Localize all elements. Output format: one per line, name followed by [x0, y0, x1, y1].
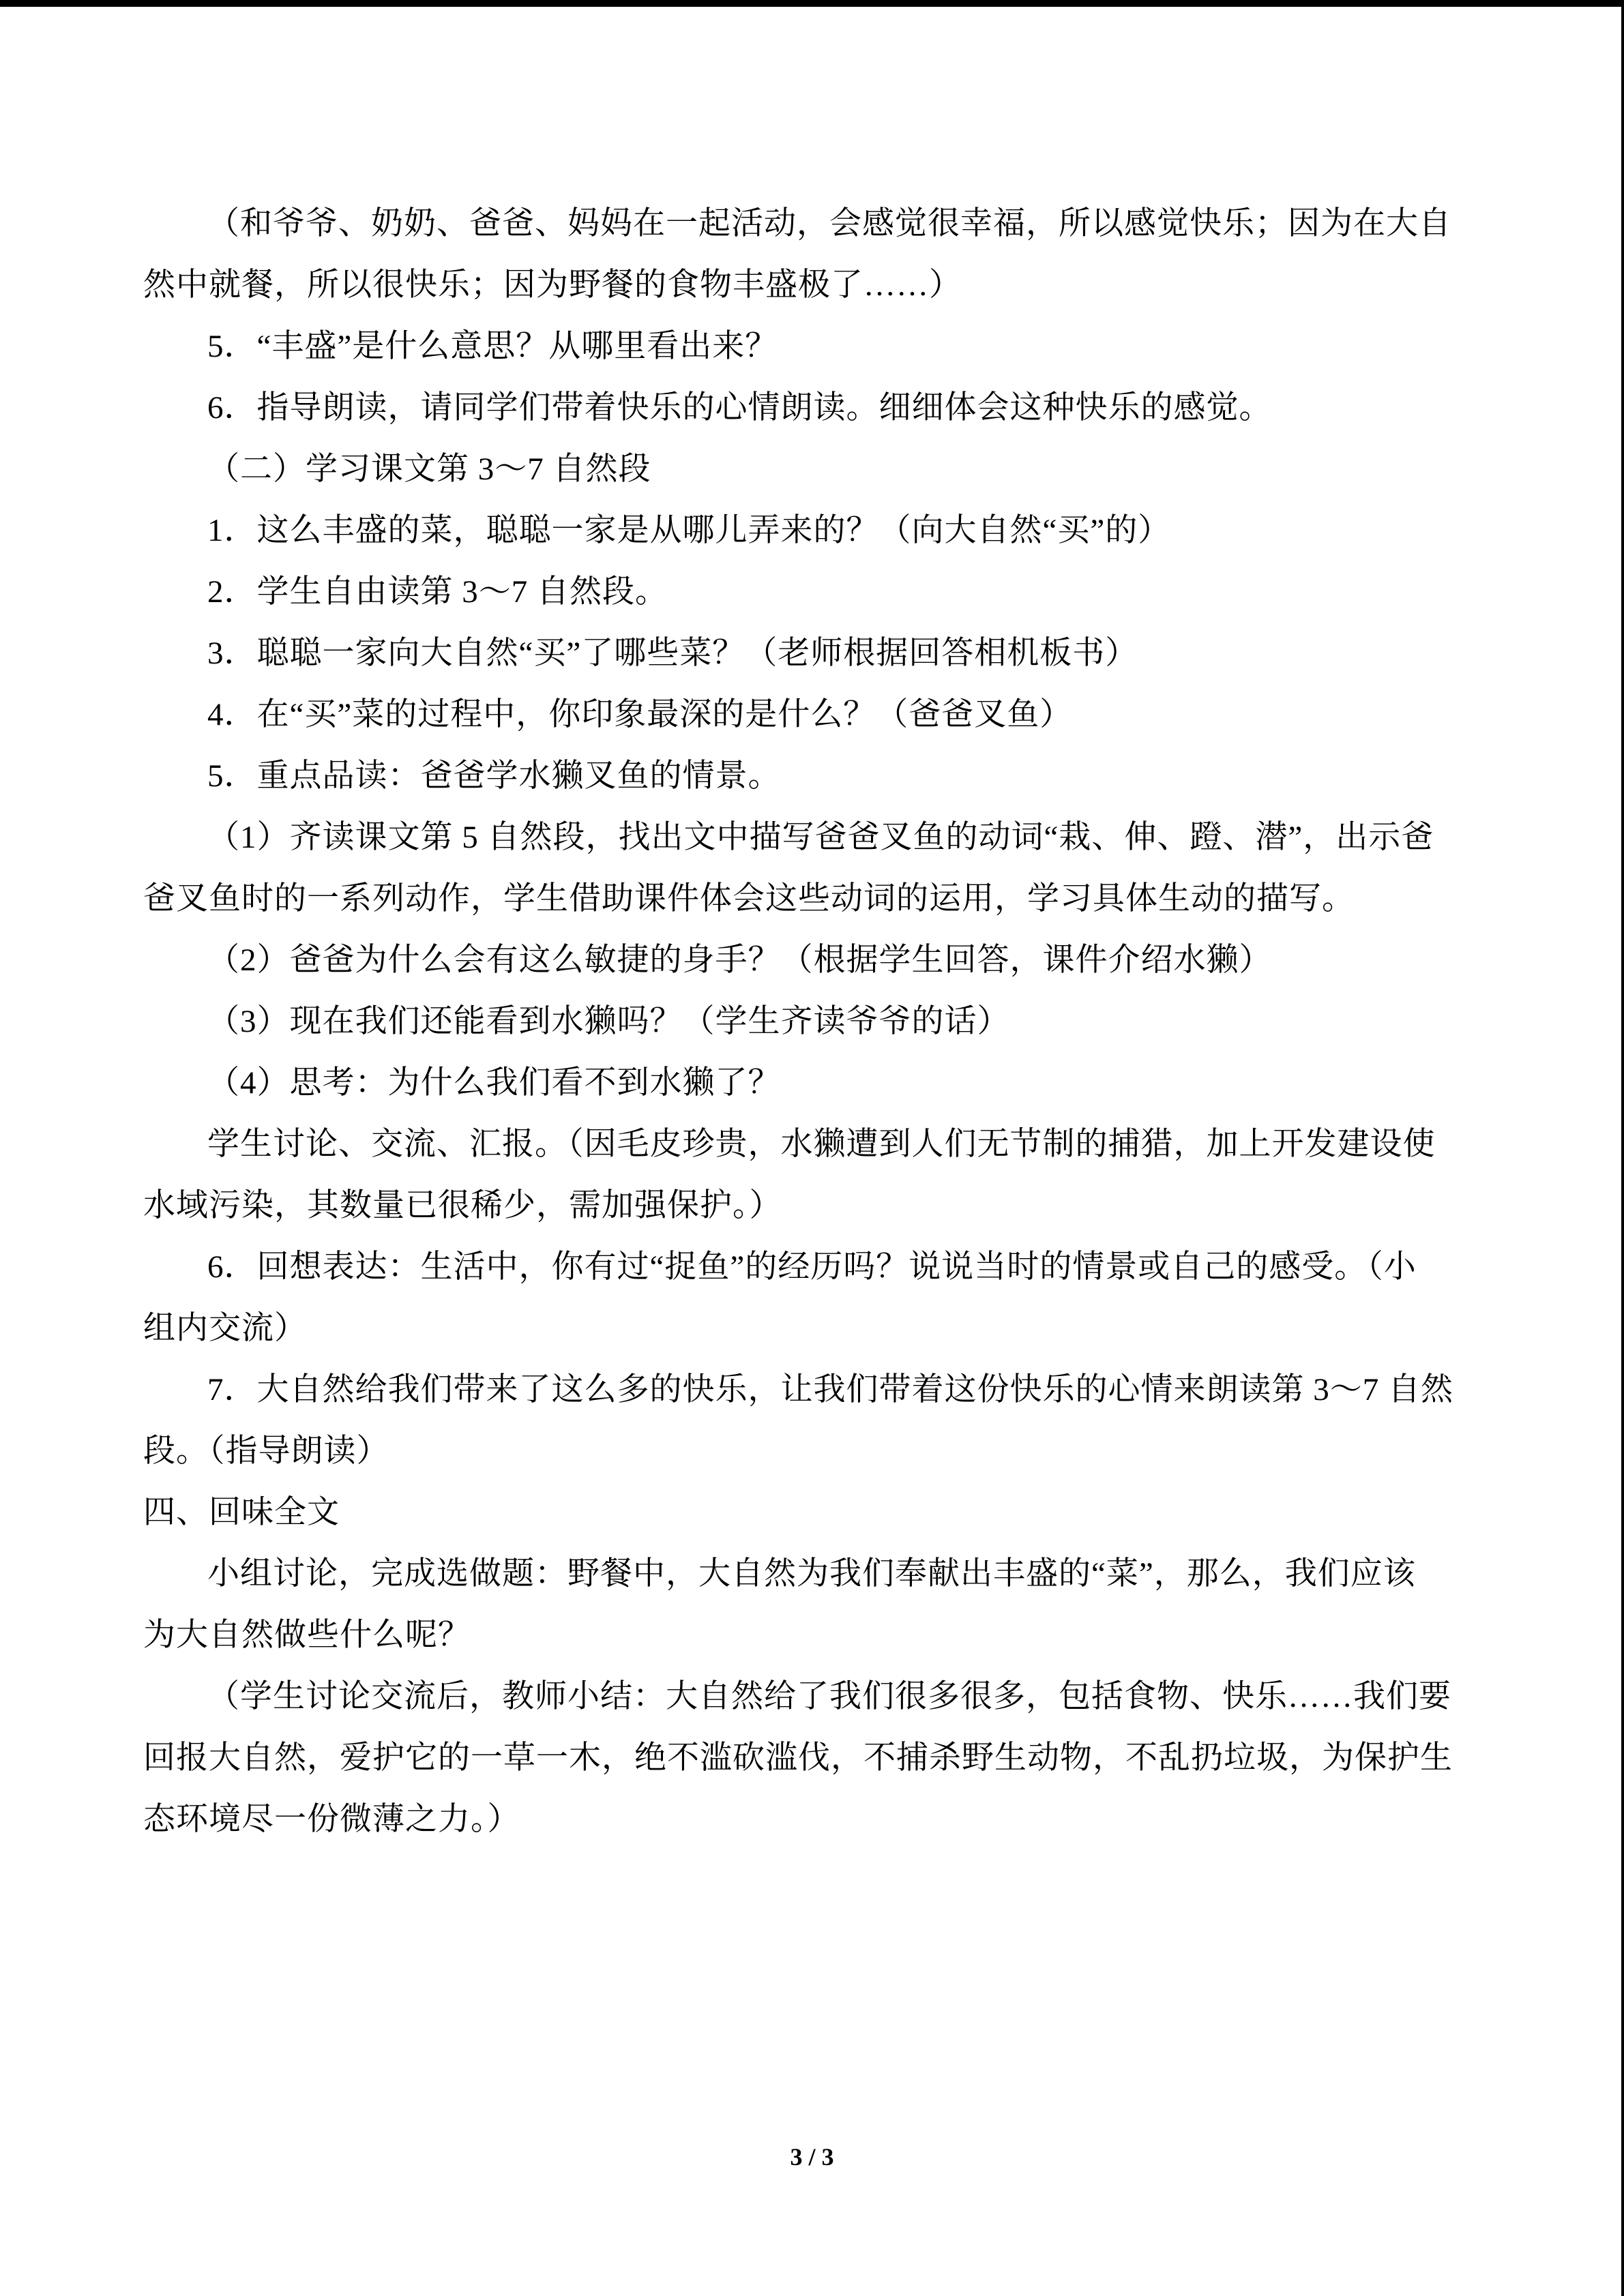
text-line: 7．大自然给我们带来了这么多的快乐，让我们带着这份快乐的心情来朗读第 3～7 自然 [207, 1372, 1453, 1407]
section-heading: 四、回味全文 [143, 1495, 340, 1530]
text-line: （和爷爷、奶奶、爸爸、妈妈在一起活动，会感觉很幸福，所以感觉快乐；因为在大自 [207, 206, 1451, 241]
text-line: 然中就餐，所以很快乐；因为野餐的食物丰盛极了……） [143, 267, 962, 303]
text-line: 5．“丰盛”是什么意思？从哪里看出来？ [207, 329, 778, 364]
text-line: 1．这么丰盛的菜，聪聪一家是从哪儿弄来的？（向大自然“买”的） [207, 513, 1171, 548]
text-line: 6．指导朗读，请同学们带着快乐的心情朗读。细细体会这种快乐的感觉。 [207, 390, 1272, 426]
page-number: 3 / 3 [790, 2143, 834, 2171]
text-line: 学生讨论、交流、汇报。（因毛皮珍贵，水獭遭到人们无节制的捕猎，加上开发建设使 [207, 1127, 1436, 1162]
text-line: （4）思考：为什么我们看不到水獭了？ [207, 1065, 781, 1101]
text-line: 水域污染，其数量已很稀少，需加强保护。） [143, 1188, 782, 1223]
section-heading: （二）学习课文第 3～7 自然段 [207, 451, 651, 487]
text-line: 态环境尽一份微薄之力。） [143, 1802, 520, 1837]
text-line: （学生讨论交流后，教师小结：大自然给了我们很多很多，包括食物、快乐……我们要 [207, 1679, 1451, 1714]
text-line: （3）现在我们还能看到水獭吗？（学生齐读爷爷的话） [207, 1004, 1010, 1039]
document-body [143, 193, 1463, 1850]
text-line: （2）爸爸为什么会有这么敏捷的身手？（根据学生回答，课件介绍水獭） [207, 942, 1272, 978]
text-line: （1）齐读课文第 5 自然段，找出文中描写爸爸叉鱼的动词“栽、伸、蹬、潜”，出示爸 [207, 820, 1434, 855]
top-border [0, 0, 1624, 7]
text-line: 6．回想表达：生活中，你有过“捉鱼”的经历吗？说说当时的情景或自己的感受。（小 [207, 1249, 1417, 1285]
text-line: 为大自然做些什么呢？ [143, 1617, 471, 1653]
text-line: 3．聪聪一家向大自然“买”了哪些菜？（老师根据回答相机板书） [207, 636, 1138, 671]
right-border [1621, 0, 1624, 2296]
text-line: 爸叉鱼时的一系列动作，学生借助课件体会这些动词的运用，学习具体生动的描写。 [143, 881, 1355, 916]
text-line: 段。（指导朗读） [143, 1433, 389, 1469]
text-line: 2．学生自由读第 3～7 自然段。 [207, 574, 668, 610]
text-line: 组内交流） [143, 1311, 307, 1346]
text-line: 回报大自然，爱护它的一草一木，绝不滥砍滥伐，不捕杀野生动物，不乱扔垃圾，为保护生 [143, 1740, 1453, 1776]
text-line: 5．重点品读：爸爸学水獭叉鱼的情景。 [207, 758, 781, 794]
text-line: 4．在“买”菜的过程中，你印象最深的是什么？（爸爸叉鱼） [207, 697, 1073, 732]
text-line: 小组讨论，完成选做题：野餐中，大自然为我们奉献出丰盛的“菜”，那么，我们应该 [207, 1556, 1416, 1592]
